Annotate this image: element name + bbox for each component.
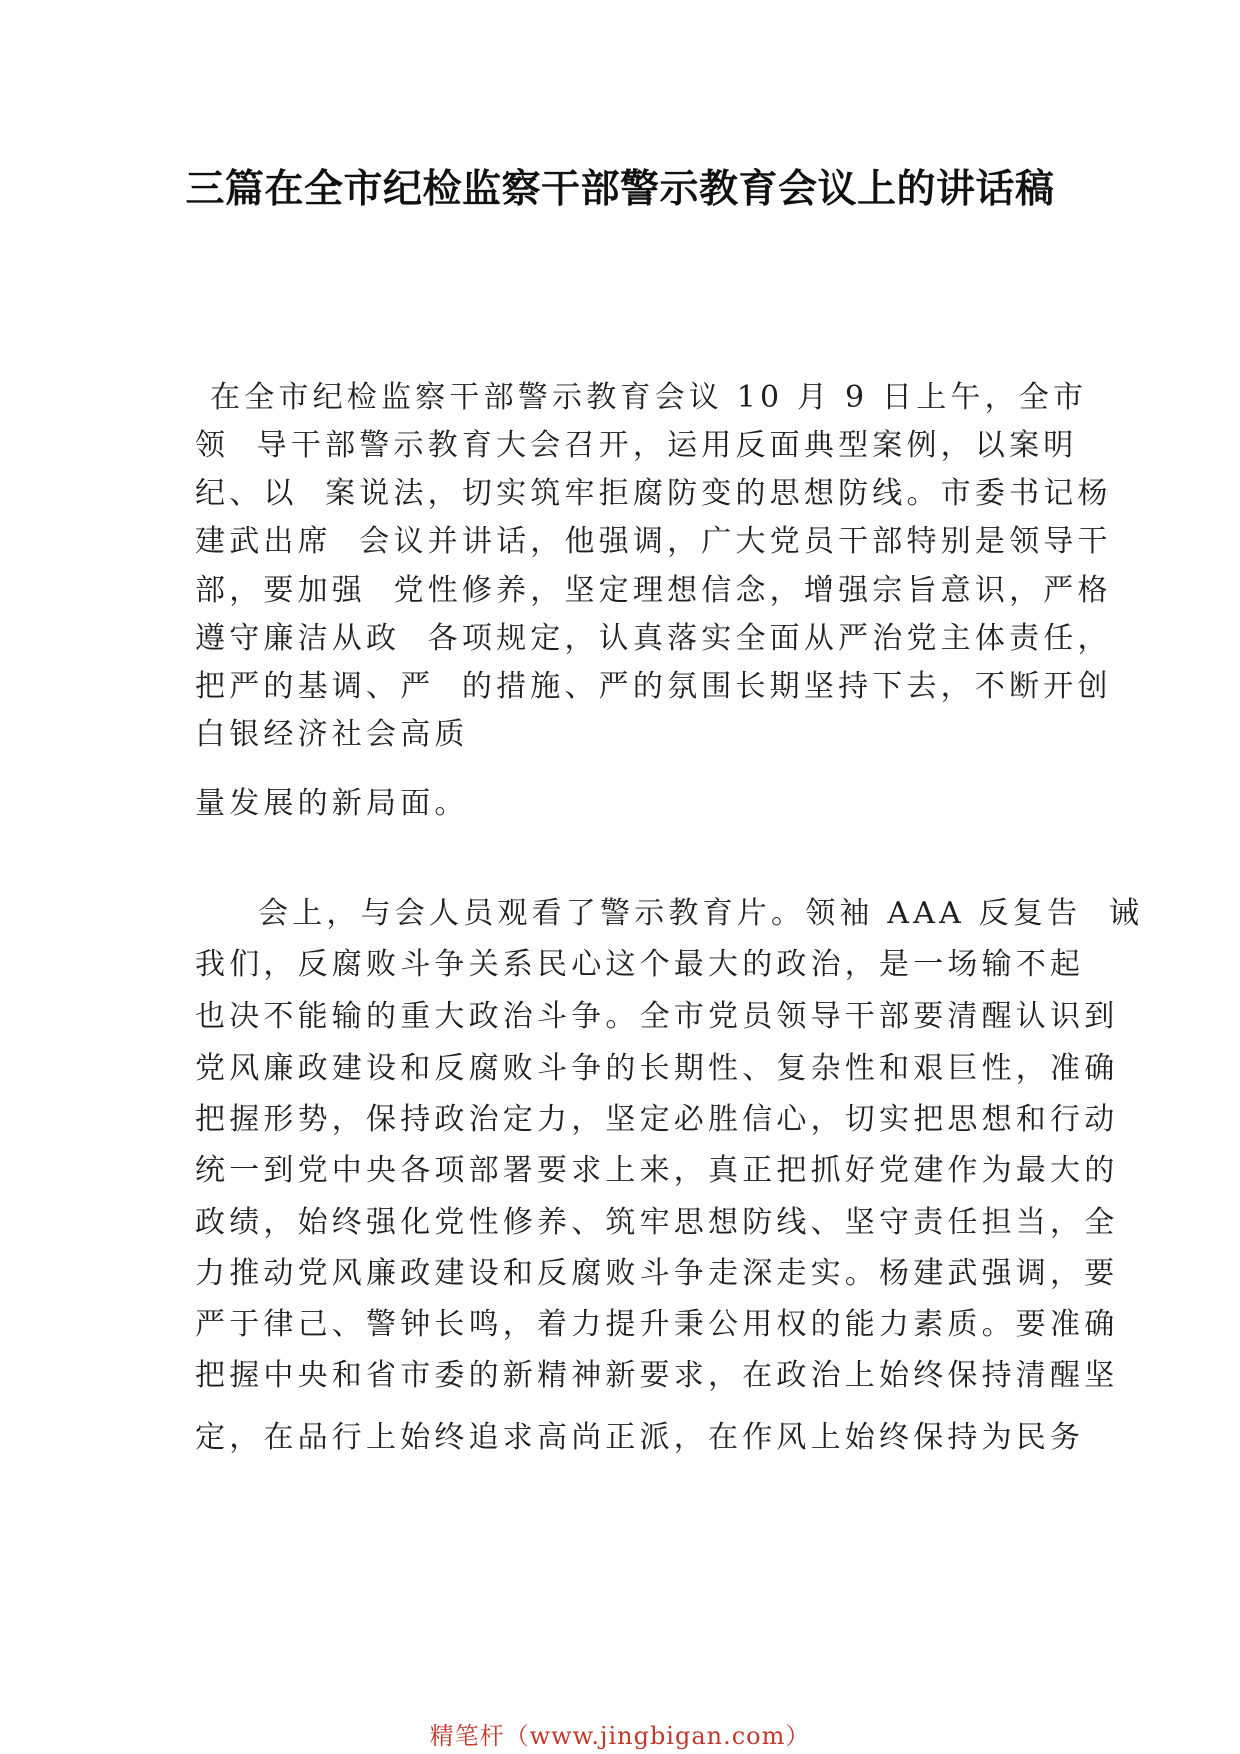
paragraph-2-line-10: 把握中央和省市委的新精神新要求，在政治上始终保持清醒坚 [195, 1358, 1119, 1393]
paragraph-1-line-4: 建武出席 会议并讲话，他强调，广大党员干部特别是领导干 [195, 524, 1112, 559]
paragraph-2-line-1: 会上，与会人员观看了警示教育片。领袖 AAA 反复告 诫 [258, 896, 1143, 931]
paragraph-1-line-1: 在全市纪检监察干部警示教育会议 10 月 9 日上午，全市 [210, 380, 1088, 415]
paragraph-2-line-5: 把握形势，保持政治定力，坚定必胜信心，切实把思想和行动 [195, 1102, 1119, 1137]
paragraph-1-line-3: 纪、以 案说法，切实筑牢拒腐防变的思想防线。市委书记杨 [195, 476, 1112, 511]
paragraph-1-line-7: 把严的基调、严 的措施、严的氛围长期坚持下去，不断开创 [195, 669, 1112, 704]
paragraph-1-line-9: 量发展的新局面。 [195, 786, 469, 821]
paragraph-1-line-8: 白银经济社会高质 [195, 717, 469, 752]
paragraph-2-line-7: 政绩，始终强化党性修养、筑牢思想防线、坚守责任担当，全 [195, 1205, 1119, 1240]
paragraph-2-line-11: 定，在品行上始终追求高尚正派，在作风上始终保持为民务 [195, 1420, 1085, 1455]
footer-watermark[interactable]: 精笔杆（www.jingbigan.com） [429, 1722, 811, 1750]
paragraph-2-line-3: 也决不能输的重大政治斗争。全市党员领导干部要清醒认识到 [195, 999, 1119, 1034]
paragraph-2-line-8: 力推动党风廉政建设和反腐败斗争走深走实。杨建武强调，要 [195, 1256, 1119, 1291]
paragraph-1-line-2: 领 导干部警示教育大会召开，运用反面典型案例，以案明 [195, 428, 1078, 463]
paragraph-2-line-4: 党风廉政建设和反腐败斗争的长期性、复杂性和艰巨性，准确 [195, 1051, 1119, 1086]
paragraph-1-line-6: 遵守廉洁从政 各项规定，认真落实全面从严治党主体责任， [195, 621, 1112, 656]
paragraph-2-line-6: 统一到党中央各项部署要求上来，真正把抓好党建作为最大的 [195, 1153, 1119, 1188]
paragraph-2-line-2: 我们，反腐败斗争关系民心这个最大的政治，是一场输不起 [195, 947, 1085, 982]
paragraph-1-line-5: 部，要加强 党性修养，坚定理想信念，增强宗旨意识，严格 [195, 573, 1112, 608]
paragraph-2-line-9: 严于律己、警钟长鸣，着力提升秉公用权的能力素质。要准确 [195, 1307, 1119, 1342]
document-title: 三篇在全市纪检监察干部警示教育会议上的讲话稿 [185, 167, 1055, 212]
